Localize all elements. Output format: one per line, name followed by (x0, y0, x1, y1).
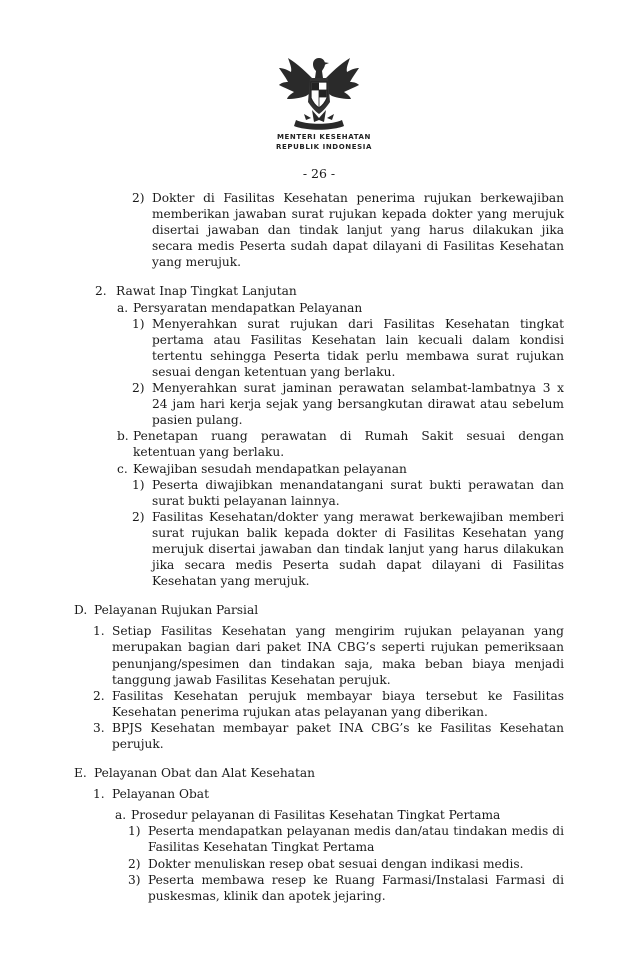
list-item (128, 823, 564, 855)
list-item (93, 786, 564, 802)
list-item-text: Persyaratan mendapatkan Pelayanan (133, 300, 363, 315)
list-item (117, 300, 564, 316)
document-body (0, 190, 638, 904)
list-item (93, 720, 564, 752)
list-item-text: Menyerahkan surat rujukan dari Fasilitas Kesehatan tingkat pertama atau Fasilitas Kesehatan lain kecuali dalam kondisi tertentu sehingga Peserta tidak perlu membawa surat rujukan sesuai dengan ketentuan yang berlaku. (152, 316, 564, 379)
list-item-text: BPJS Kesehatan membayar paket INA CBG’s ke Fasilitas Kesehatan perujuk. (112, 720, 564, 751)
list-marker: 1) (132, 316, 145, 331)
list-item-text: Menyerahkan surat jaminan perawatan selambat-lambatnya 3 x 24 jam hari kerja sejak yang bersangkutan dirawat atau sebelum pasien pulang. (152, 381, 564, 428)
garuda-emblem-icon (276, 52, 362, 132)
letterhead (0, 52, 638, 152)
section-heading (74, 602, 564, 618)
list-item (132, 380, 564, 428)
list-item-text: Dokter di Fasilitas Kesehatan penerima rujukan berkewajiban memberikan jawaban surat rujukan kepada dokter yang merujuk disertai jawaban dan tindak lanjut yang harus dilakukan jika secara medis Peserta sudah dapat dilayani di Fasilitas Kesehatan yang merujuk. (152, 191, 564, 270)
list-marker: c. (117, 461, 128, 476)
list-marker: 2. (95, 284, 107, 299)
list-item (115, 807, 564, 823)
list-item (132, 190, 564, 270)
list-item-text: Kewajiban sesudah mendapatkan pelayanan (133, 461, 407, 476)
list-item (128, 856, 564, 872)
list-marker: 2) (132, 381, 145, 396)
list-marker: 3) (128, 872, 141, 887)
list-item-text: Peserta mendapatkan pelayanan medis dan/atau tindakan medis di Fasilitas Kesehatan Tingkat Pertama (148, 824, 564, 855)
list-item-text: Prosedur pelayanan di Fasilitas Kesehatan Tingkat Pertama (131, 808, 501, 823)
list-marker: 2. (93, 688, 105, 703)
section-marker: E. (74, 766, 87, 781)
list-item-text: Dokter menuliskan resep obat sesuai dengan indikasi medis. (148, 856, 524, 871)
section-heading (74, 765, 564, 781)
section-heading-text: Pelayanan Obat dan Alat Kesehatan (94, 766, 315, 781)
list-item-text: Rawat Inap Tingkat Lanjutan (116, 284, 297, 299)
list-item-text: Fasilitas Kesehatan perujuk membayar biaya tersebut ke Fasilitas Kesehatan penerima rujukan atas pelayanan yang diberikan. (112, 688, 564, 719)
list-marker: b. (117, 429, 129, 444)
list-marker: 1) (132, 477, 145, 492)
list-marker: 1. (93, 624, 105, 639)
list-item (117, 461, 564, 477)
org-name-line2: REPUBLIK INDONESIA (276, 143, 372, 151)
list-item (93, 623, 564, 687)
list-item-text: Fasilitas Kesehatan/dokter yang merawat berkewajiban memberi surat rujukan balik kepada dokter di Fasilitas Kesehatan yang merujuk disertai jawaban dan tindak lanjut yang harus dilakukan jika secara medis Peserta sudah dapat dilayani di Fasilitas Kesehatan yang merujuk. (152, 509, 564, 589)
list-marker: 2) (132, 191, 145, 205)
list-marker: 2) (128, 856, 141, 871)
list-item (95, 283, 564, 299)
list-item (132, 316, 564, 380)
list-item-text: Setiap Fasilitas Kesehatan yang mengirim rujukan pelayanan yang merupakan bagian dari paket INA CBG’s seperti rujukan pemeriksaan penunjang/spesimen dan tindakan saja, maka beban biaya menjadi tanggung jawab Fasilitas Kesehatan perujuk. (112, 624, 564, 687)
list-marker: 3. (93, 720, 105, 735)
list-item-text: Peserta membawa resep ke Ruang Farmasi/Instalasi Farmasi di puskesmas, klinik dan apotek jejaring. (148, 872, 564, 903)
list-item-text: Penetapan ruang perawatan di Rumah Sakit sesuai dengan ketentuan yang berlaku. (133, 429, 564, 460)
section-marker: D. (74, 603, 88, 618)
org-name-line1: MENTERI KESEHATAN (276, 133, 372, 141)
list-item (128, 872, 564, 904)
list-item (117, 428, 564, 460)
list-item-text: Peserta diwajibkan menandatangani surat bukti perawatan dan surat bukti pelayanan lainnya. (152, 477, 564, 508)
list-marker: 2) (132, 509, 145, 524)
list-marker: 1) (128, 824, 141, 839)
list-item-text: Pelayanan Obat (112, 787, 209, 802)
list-marker: 1. (93, 787, 105, 802)
list-marker: a. (117, 300, 129, 315)
section-heading-text: Pelayanan Rujukan Parsial (94, 603, 259, 618)
list-marker: a. (115, 808, 127, 823)
list-item (132, 509, 564, 589)
page-number: - 26 - (302, 166, 336, 181)
list-item (132, 477, 564, 509)
list-item (93, 688, 564, 720)
